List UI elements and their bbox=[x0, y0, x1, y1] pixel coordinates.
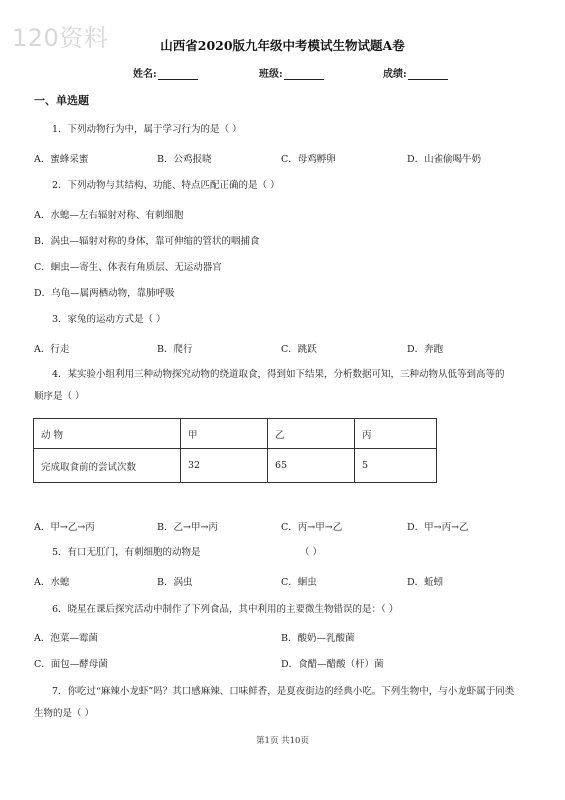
page-footer: 第1页 共10页 bbox=[256, 736, 309, 746]
question-6-stem: 6．晓星在课后探究活动中制作了下列食品，其中利用的主要微生物错误的是：（ ） bbox=[52, 604, 399, 615]
q6-option-a[interactable]: A．泡菜—霉菌 bbox=[34, 633, 98, 644]
table-header-cell: 甲 bbox=[181, 419, 268, 449]
question-7-stem-line2: 生物的是（ ） bbox=[34, 708, 95, 719]
table-header-cell: 丙 bbox=[355, 419, 437, 449]
q2-option-c[interactable]: C．蛔虫—寄生、体表有角质层、无运动器官 bbox=[34, 262, 222, 273]
q6-option-b[interactable]: B．酸奶—乳酸菌 bbox=[281, 633, 355, 644]
table-row bbox=[34, 449, 437, 483]
class-label: 班级: bbox=[259, 69, 283, 80]
q2-option-b[interactable]: B．涡虫—辐射对称的身体，靠可伸缩的管状的咽捕食 bbox=[34, 236, 260, 247]
question-5-answer-paren: （ ） bbox=[300, 547, 323, 558]
q6-option-c[interactable]: C．面包—酵母菌 bbox=[34, 659, 108, 670]
q1-option-c[interactable]: C．母鸡孵卵 bbox=[281, 154, 336, 165]
q4-option-c[interactable]: C．丙→甲→乙 bbox=[281, 522, 343, 533]
q3-option-d[interactable]: D．奔跑 bbox=[407, 344, 444, 355]
table-cell: 完成取食前的尝试次数 bbox=[34, 449, 181, 483]
q4-option-d[interactable]: D．甲→丙→乙 bbox=[407, 522, 469, 533]
q5-option-a[interactable]: A．水螅 bbox=[34, 577, 70, 588]
question-5-stem: 5．有口无肛门，有刺细胞的动物是 bbox=[52, 547, 201, 558]
q4-option-b[interactable]: B．乙→甲→丙 bbox=[157, 522, 218, 533]
q1-option-a[interactable]: A．蜜蜂采蜜 bbox=[34, 154, 89, 165]
name-blank[interactable] bbox=[158, 69, 198, 80]
question-4-stem-line1: 4．某实验小组利用三种动物探究动物的绕道取食，得到如下结果，分析数据可知，三种动物从低等到高等的 bbox=[52, 369, 505, 380]
table-header-cell: 乙 bbox=[268, 419, 355, 449]
page-title: 山西省2020版九年级中考模试生物试题A卷 bbox=[160, 38, 405, 53]
q1-option-d[interactable]: D．山雀偷喝牛奶 bbox=[407, 154, 482, 165]
q3-option-a[interactable]: A．行走 bbox=[34, 344, 70, 355]
q2-option-a[interactable]: A．水螅—左右辐射对称、有刺细胞 bbox=[34, 210, 184, 221]
question-4-stem-line2: 顺序是（ ） bbox=[34, 391, 85, 402]
table-cell: 32 bbox=[181, 449, 268, 483]
class-blank[interactable] bbox=[284, 69, 324, 80]
table-header-cell: 动 物 bbox=[34, 419, 181, 449]
q2-option-d[interactable]: D．乌龟—属两栖动物，靠肺呼吸 bbox=[34, 288, 175, 299]
score-field[interactable] bbox=[383, 65, 448, 80]
score-blank[interactable] bbox=[408, 69, 448, 80]
q4-option-a[interactable]: A．甲→乙→丙 bbox=[34, 522, 95, 533]
name-label: 姓名: bbox=[133, 69, 157, 80]
table-header-row bbox=[34, 419, 437, 449]
name-field[interactable] bbox=[133, 65, 198, 80]
q5-option-d[interactable]: D．蚯蚓 bbox=[407, 577, 444, 588]
question-7-stem-line1: 7．你吃过“麻辣小龙虾”吗？其口感麻辣、口味鲜香，是夏夜街边的经典小吃。下列生物中，与小龙虾属于同类 bbox=[52, 686, 515, 697]
table-cell: 65 bbox=[268, 449, 355, 483]
question-1-stem: 1．下列动物行为中，属于学习行为的是（ ） bbox=[52, 124, 242, 135]
table-cell: 5 bbox=[355, 449, 437, 483]
watermark-logo: 120资料 bbox=[12, 24, 109, 52]
score-label: 成绩: bbox=[383, 69, 407, 80]
question-2-stem: 2．下列动物与其结构、功能、特点匹配正确的是（ ） bbox=[52, 180, 280, 191]
section-heading: 一、单选题 bbox=[34, 94, 89, 107]
data-table bbox=[33, 418, 437, 483]
q3-option-c[interactable]: C．跳跃 bbox=[281, 344, 317, 355]
class-field[interactable] bbox=[259, 65, 324, 80]
q1-option-b[interactable]: B．公鸡报晓 bbox=[157, 154, 212, 165]
q5-option-c[interactable]: C．蛔虫 bbox=[281, 577, 317, 588]
q6-option-d[interactable]: D．食醋—醋酸（杆）菌 bbox=[281, 659, 384, 670]
question-3-stem: 3．家兔的运动方式是（ ） bbox=[52, 314, 166, 325]
q3-option-b[interactable]: B．爬行 bbox=[157, 344, 193, 355]
q5-option-b[interactable]: B．涡虫 bbox=[157, 577, 193, 588]
